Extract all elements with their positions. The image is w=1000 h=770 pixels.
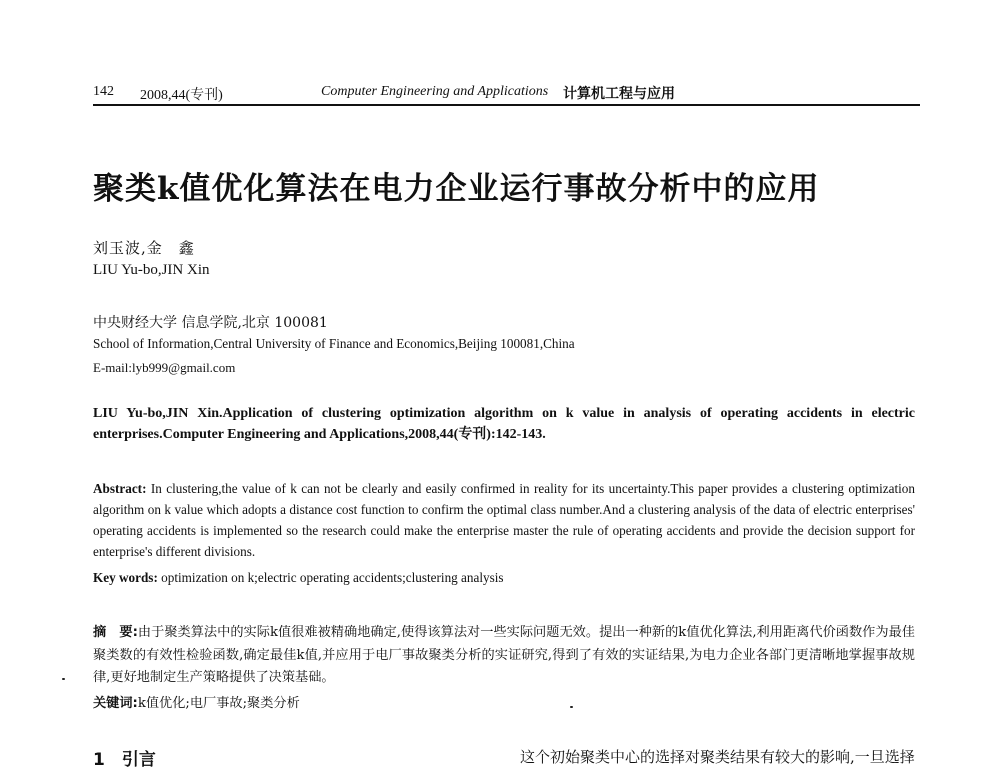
authors-en: LIU Yu-bo,JIN Xin [93,262,210,278]
paper-title: 聚类k值优化算法在电力企业运行事故分析中的应用 [93,171,820,207]
abstract-label: Abstract: [93,481,147,496]
section-heading: 1 引言 [93,750,156,770]
abstract-cn-text: 由于聚类算法中的实际k值很难被精确地确定,使得该算法对一些实际问题无效。提出一种新的k值优化算法,利用距离代价函数作为最佳聚类数的有效性检验函数,确定最佳k值,并应用于电厂事故聚类分析的实证研究,得到了有效的实证结果,为电力企业各部门更清晰地掌握事故规律,更好地制定生产策略提供了决策基础。 [93,625,915,685]
keywords-cn [93,692,300,711]
keywords-label: Key words: [93,570,158,585]
abstract-cn-label: 摘 要: [93,625,138,640]
keywords-en [93,570,915,586]
journal-name-en: Computer Engineering and Applications [321,84,549,99]
abstract-en [93,478,915,562]
authors-cn: 刘玉波,金 鑫 [93,239,195,257]
affiliation-en: School of Information,Central University of Finance and Economics,Beijing 100081,China [93,336,575,351]
keywords-cn-text: k值优化;电厂事故;聚类分析 [137,696,300,711]
scan-speck [570,706,573,708]
page-number: 142 [93,84,114,99]
abstract-cn [93,622,915,690]
body-text-fragment: 这个初始聚类中心的选择对聚类结果有较大的影响,一旦选择 [520,748,915,766]
header-rule [93,104,920,106]
running-header [93,80,920,106]
author-email: E-mail:lyb999@gmail.com [93,360,236,375]
citation: LIU Yu-bo,JIN Xin.Application of clustering optimization algorithm on k value in analysis of operating accidents in electric enterprises.Computer Engineering and Applications,2008,44(专刊):142-143. [93,406,915,442]
keywords-text: optimization on k;electric operating accidents;clustering analysis [157,570,504,585]
volume-issue: 2008,44(专刊) [140,88,223,103]
journal-name-cn: 计算机工程与应用 [563,86,675,102]
keywords-cn-label: 关键词: [93,696,138,711]
scan-speck [62,678,65,680]
affiliation-cn: 中央财经大学 信息学院,北京 100081 [93,315,328,331]
abstract-text: In clustering,the value of k can not be clearly and easily confirmed in reality for its uncertainty.This paper provides a clustering optimization algorithm on k value which adopts a distance cost function to confirm the optimal class number.And a clustering analysis of the data of electric enterprises' operating accidents is implemented so the research could make the enterprise master the rule of operating accidents and provide the decision support for enterprise's different divisions. [93,481,915,559]
